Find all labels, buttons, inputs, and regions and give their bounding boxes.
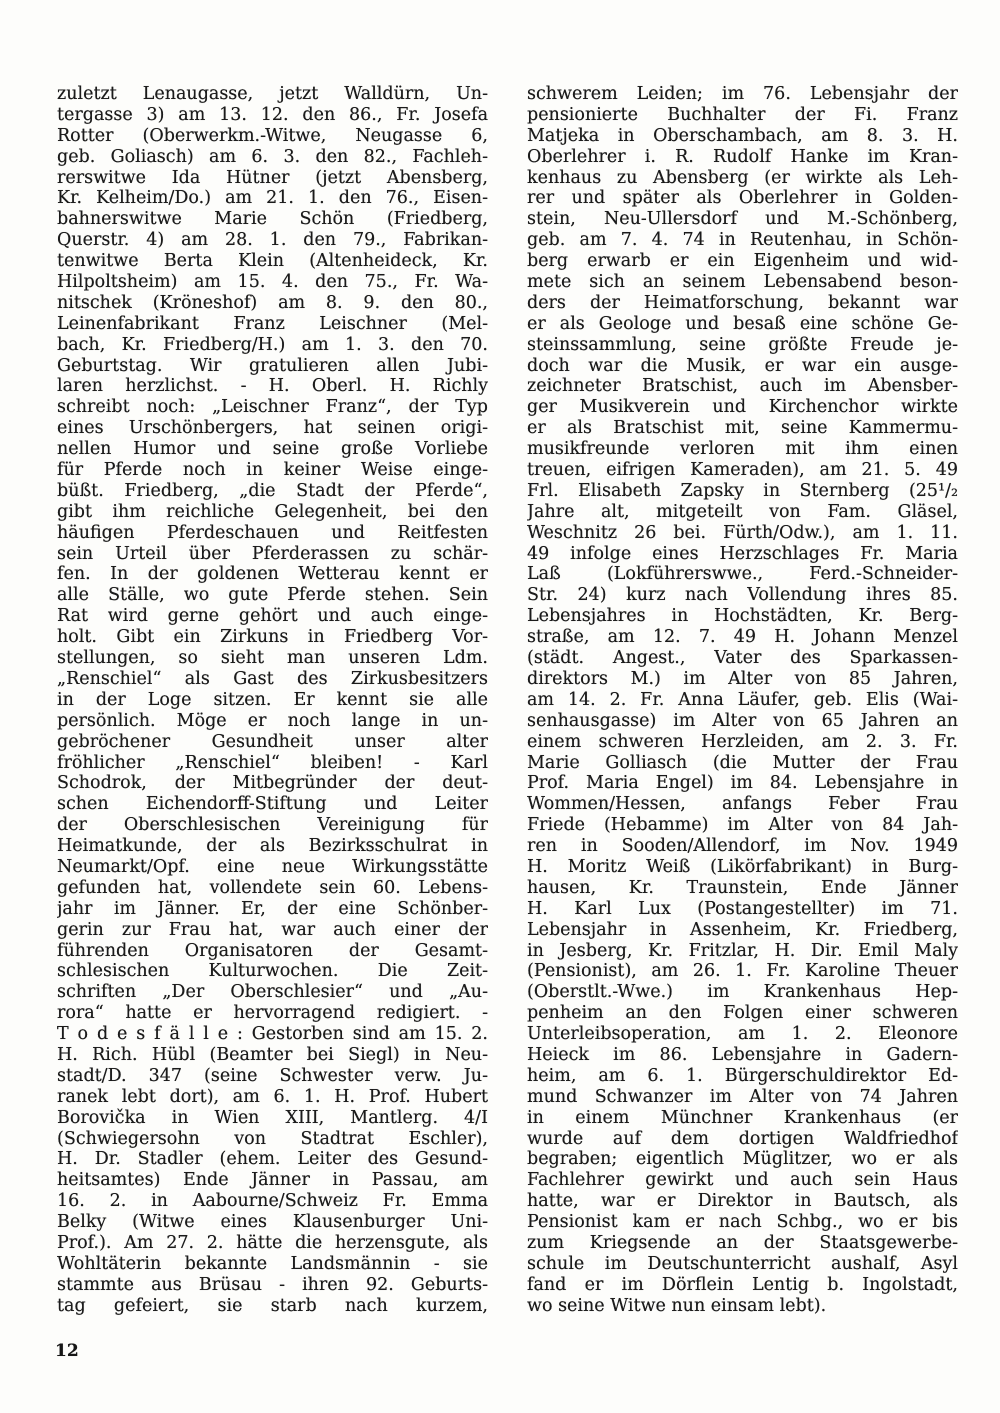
text-line: zeichneter Bratschist, auch im Abensber- (527, 376, 958, 397)
text-line: gibt ihm reichliche Gelegenheit, bei den (57, 501, 488, 522)
text-column-left (57, 84, 488, 1317)
text-line: schlesischen Kulturwochen. Die Zeit- (57, 961, 488, 982)
text-line: H. Rich. Hübl (Beamter bei Siegl) in Neu- (57, 1044, 488, 1065)
text-line: begraben; eigentlich Müglitzer, wo er als (527, 1149, 958, 1170)
text-line: Jahre alt, mitgeteilt von Fam. Gläsel, (527, 501, 958, 522)
text-line: führenden Organisatoren der Gesamt- (57, 940, 488, 961)
text-line: Str. 24) kurz nach Vollendung ihres 85. (527, 585, 958, 606)
text-line: laren herzlichst. - H. Oberl. H. Richly (57, 376, 488, 397)
text-line: Wommen/Hessen, anfangs Feber Frau (527, 794, 958, 815)
text-line: er als Geologe und besaß eine schöne Ge- (527, 313, 958, 334)
text-line: 49 infolge eines Herzschlages Fr. Maria (527, 543, 958, 564)
text-line: Prof. Maria Engel) im 84. Lebensjahre in (527, 773, 958, 794)
text-line: Neumarkt/Opf. eine neue Wirkungsstätte (57, 856, 488, 877)
text-line: ren in Sooden/Allendorf, im Nov. 1949 (527, 836, 958, 857)
text-line: H. Dr. Stadler (ehem. Leiter des Gesund- (57, 1149, 488, 1170)
text-line: Heimatkunde, der als Bezirksschulrat in (57, 836, 488, 857)
text-line: ranek lebt dort), am 6. 1. H. Prof. Hubert (57, 1086, 488, 1107)
text-line: Rat wird gerne gehört und auch einge- (57, 606, 488, 627)
text-line: Lebensjahres in Hochstädten, Kr. Berg- (527, 606, 958, 627)
text-line: nellen Humor und seine große Vorliebe (57, 439, 488, 460)
text-line: musikfreunde verloren mit ihm einen (527, 439, 958, 460)
page-number: 12 (55, 1341, 79, 1361)
text-line: Rotter (Oberwerkm.-Witwe, Neugasse 6, (57, 125, 488, 146)
text-line: holt. Gibt ein Zirkuns in Friedberg Vor- (57, 627, 488, 648)
text-line: geb. am 7. 4. 74 in Reutenhau, in Schön- (527, 230, 958, 251)
text-line: büßt. Friedberg, „die Stadt der Pferde“, (57, 480, 488, 501)
text-line: Weschnitz 26 bei. Fürth/Odw.), am 1. 11. (527, 522, 958, 543)
text-line: tag gefeiert, sie starb nach kurzem, (57, 1295, 488, 1316)
text-line: pensionierte Buchhalter der Fi. Franz (527, 104, 958, 125)
text-line: jahr im Jänner. Er, der eine Schönber- (57, 898, 488, 919)
text-line: mete sich an seinem Lebensabend beson- (527, 272, 958, 293)
text-line: Wohltäterin bekannte Landsmännin - sie (57, 1253, 488, 1274)
text-line: 16. 2. in Aabourne/Schweiz Fr. Emma (57, 1191, 488, 1212)
text-line: schwerem Leiden; im 76. Lebensjahr der (527, 84, 958, 104)
text-line: stellungen, so sieht man unseren Ldm. (57, 648, 488, 669)
text-line: hatte, war er Direktor in Bautsch, als (527, 1191, 958, 1212)
text-line: Heieck im 86. Lebensjahre in Gadern- (527, 1044, 958, 1065)
text-line: gebröchener Gesundheit unser alter (57, 731, 488, 752)
text-line: direktors M.) im Alter von 85 Jahren, (527, 668, 958, 689)
text-line: heitsamtes) Ende Jänner in Passau, am (57, 1170, 488, 1191)
text-line: eines Urschönbergers, hat seinen origi- (57, 418, 488, 439)
text-line: Laß (Lokführerswwe., Ferd.-Schneider- (527, 564, 958, 585)
text-line: wurde auf dem dortigen Waldfriedhof (527, 1128, 958, 1149)
text-line: alle Ställe, wo gute Pferde stehen. Sein (57, 585, 488, 606)
text-line: Fachlehrer gewirkt und auch sein Haus (527, 1170, 958, 1191)
text-line: fröhlicher „Renschiel“ bleiben! - Karl (57, 752, 488, 773)
text-line: Geburtstag. Wir gratulieren allen Jubi- (57, 355, 488, 376)
text-line: mund Schwanzer im Alter von 74 Jahren (527, 1086, 958, 1107)
text-line: sein Urteil über Pferderassen zu schär- (57, 543, 488, 564)
text-line: persönlich. Möge er noch lange in un- (57, 710, 488, 731)
text-line: Marie Golliasch (die Mutter der Frau (527, 752, 958, 773)
text-line: (Schwiegersohn von Stadtrat Eschler), (57, 1128, 488, 1149)
text-line: für Pferde noch in keiner Weise einge- (57, 460, 488, 481)
text-line: heim, am 6. 1. Bürgerschuldirektor Ed- (527, 1065, 958, 1086)
text-line: in Jesberg, Kr. Fritzlar, H. Dir. Emil Maly (527, 940, 958, 961)
text-line: schen Eichendorff-Stiftung und Leiter (57, 794, 488, 815)
text-line: penheim an den Folgen einer schweren (527, 1003, 958, 1024)
text-line: rora“ hatte er hervorragend redigiert. - (57, 1003, 488, 1024)
text-line: Matjeka in Oberschambach, am 8. 3. H. (527, 125, 958, 146)
text-line: häufigen Pferdeschauen und Reitfesten (57, 522, 488, 543)
text-line: zuletzt Lenaugasse, jetzt Walldürn, Un- (57, 84, 488, 104)
text-line: in einem Münchner Krankenhaus (er (527, 1107, 958, 1128)
text-line: am 14. 2. Fr. Anna Läufer, geb. Elis (Wai- (527, 689, 958, 710)
text-line: Kr. Kelheim/Do.) am 21. 1. den 76., Eisen- (57, 188, 488, 209)
text-line: Schodrok, der Mitbegründer der deut- (57, 773, 488, 794)
text-line: nitschek (Kröneshof) am 8. 9. den 80., (57, 292, 488, 313)
text-line: stein, Neu-Ullersdorf und M.-Schönberg, (527, 209, 958, 230)
text-line: einem schweren Herzleiden, am 2. 3. Fr. (527, 731, 958, 752)
text-line: ger Musikverein und Kirchenchor wirkte (527, 397, 958, 418)
text-line: H. Moritz Weiß (Likörfabrikant) in Burg- (527, 856, 958, 877)
text-column-right (527, 84, 958, 1317)
text-line: H. Karl Lux (Postangestellter) im 71. (527, 898, 958, 919)
text-line: Friede (Hebamme) im Alter von 84 Jah- (527, 815, 958, 836)
text-line: stadt/D. 347 (seine Schwester verw. Ju- (57, 1065, 488, 1086)
text-line: Borovička in Wien XIII, Mantlerg. 4/I (57, 1107, 488, 1128)
text-line: doch war die Musik, er war ein ausge- (527, 355, 958, 376)
text-line: rerswitwe Ida Hütner (jetzt Abensberg, (57, 167, 488, 188)
text-line: fand er im Dörflein Lentig b. Ingolstadt, (527, 1274, 958, 1295)
text-line: hausen, Kr. Traunstein, Ende Jänner (527, 877, 958, 898)
text-line: „Renschiel“ als Gast des Zirkusbesitzers (57, 668, 488, 689)
text-line: der Oberschlesischen Vereinigung für (57, 815, 488, 836)
text-line: Oberlehrer i. R. Rudolf Hanke im Kran- (527, 146, 958, 167)
text-line: treuen, eifrigen Kameraden), am 21. 5. 49 (527, 460, 958, 481)
text-line: T o d e s f ä l l e : Gestorben sind am 15. 2. (57, 1024, 488, 1045)
text-line: Leinenfabrikant Franz Leischner (Mel- (57, 313, 488, 334)
text-line: straße, am 12. 7. 49 H. Johann Menzel (527, 627, 958, 648)
text-line: stammte aus Brüsau - ihren 92. Geburts- (57, 1274, 488, 1295)
text-line: Querstr. 4) am 28. 1. den 79., Fabrikan- (57, 230, 488, 251)
text-line: rer und später als Oberlehrer in Golden- (527, 188, 958, 209)
text-line: er als Bratschist mit, seine Kammermu- (527, 418, 958, 439)
text-line: bach, Kr. Friedberg/H.) am 1. 3. den 70. (57, 334, 488, 355)
text-line: schreibt noch: „Leischner Franz“, der Typ (57, 397, 488, 418)
text-line: (Pensionist), am 26. 1. Fr. Karoline Theuer (527, 961, 958, 982)
text-line: tenwitwe Berta Klein (Altenheideck, Kr. (57, 251, 488, 272)
text-line: fen. In der goldenen Wetterau kennt er (57, 564, 488, 585)
text-line: gerin zur Frau hat, war auch einer der (57, 919, 488, 940)
text-line: schriften „Der Oberschlesier“ und „Au- (57, 982, 488, 1003)
text-line: geb. Goliasch) am 6. 3. den 82., Fachleh- (57, 146, 488, 167)
text-line: Prof.). Am 27. 2. hätte die herzensgute, als (57, 1232, 488, 1253)
text-line: Pensionist kam er nach Schbg., wo er bis (527, 1212, 958, 1233)
text-line: schule im Deutschunterricht aushalf, Asyl (527, 1253, 958, 1274)
text-line: (städt. Angest., Vater des Sparkassen- (527, 648, 958, 669)
text-line: berg erwarb er ein Eigenheim und wid- (527, 251, 958, 272)
text-line: in der Loge sitzen. Er kennt sie alle (57, 689, 488, 710)
text-line: Frl. Elisabeth Zapsky in Sternberg (25¹/₂ (527, 480, 958, 501)
text-line: ders der Heimatforschung, bekannt war (527, 292, 958, 313)
text-line: senhausgasse) im Alter von 65 Jahren an (527, 710, 958, 731)
text-line: gefunden hat, vollendete sein 60. Lebens- (57, 877, 488, 898)
text-line: zum Kriegsende an der Staatsgewerbe- (527, 1232, 958, 1253)
text-line: kenhaus zu Abensberg (er wirkte als Leh- (527, 167, 958, 188)
text-line: Unterleibsoperation, am 1. 2. Eleonore (527, 1024, 958, 1045)
text-line: Hilpoltsheim) am 15. 4. den 75., Fr. Wa- (57, 272, 488, 293)
text-line: (Oberstlt.-Wwe.) im Krankenhaus Hep- (527, 982, 958, 1003)
text-line: steinssammlung, seine größte Freude je- (527, 334, 958, 355)
text-line: wo seine Witwe nun einsam lebt). (527, 1295, 827, 1316)
text-line: tergasse 3) am 13. 12. den 86., Fr. Josefa (57, 104, 488, 125)
text-line: Belky (Witwe eines Klausenburger Uni- (57, 1212, 488, 1233)
text-line: Lebensjahr in Assenheim, Kr. Friedberg, (527, 919, 958, 940)
text-line: bahnerswitwe Marie Schön (Friedberg, (57, 209, 488, 230)
